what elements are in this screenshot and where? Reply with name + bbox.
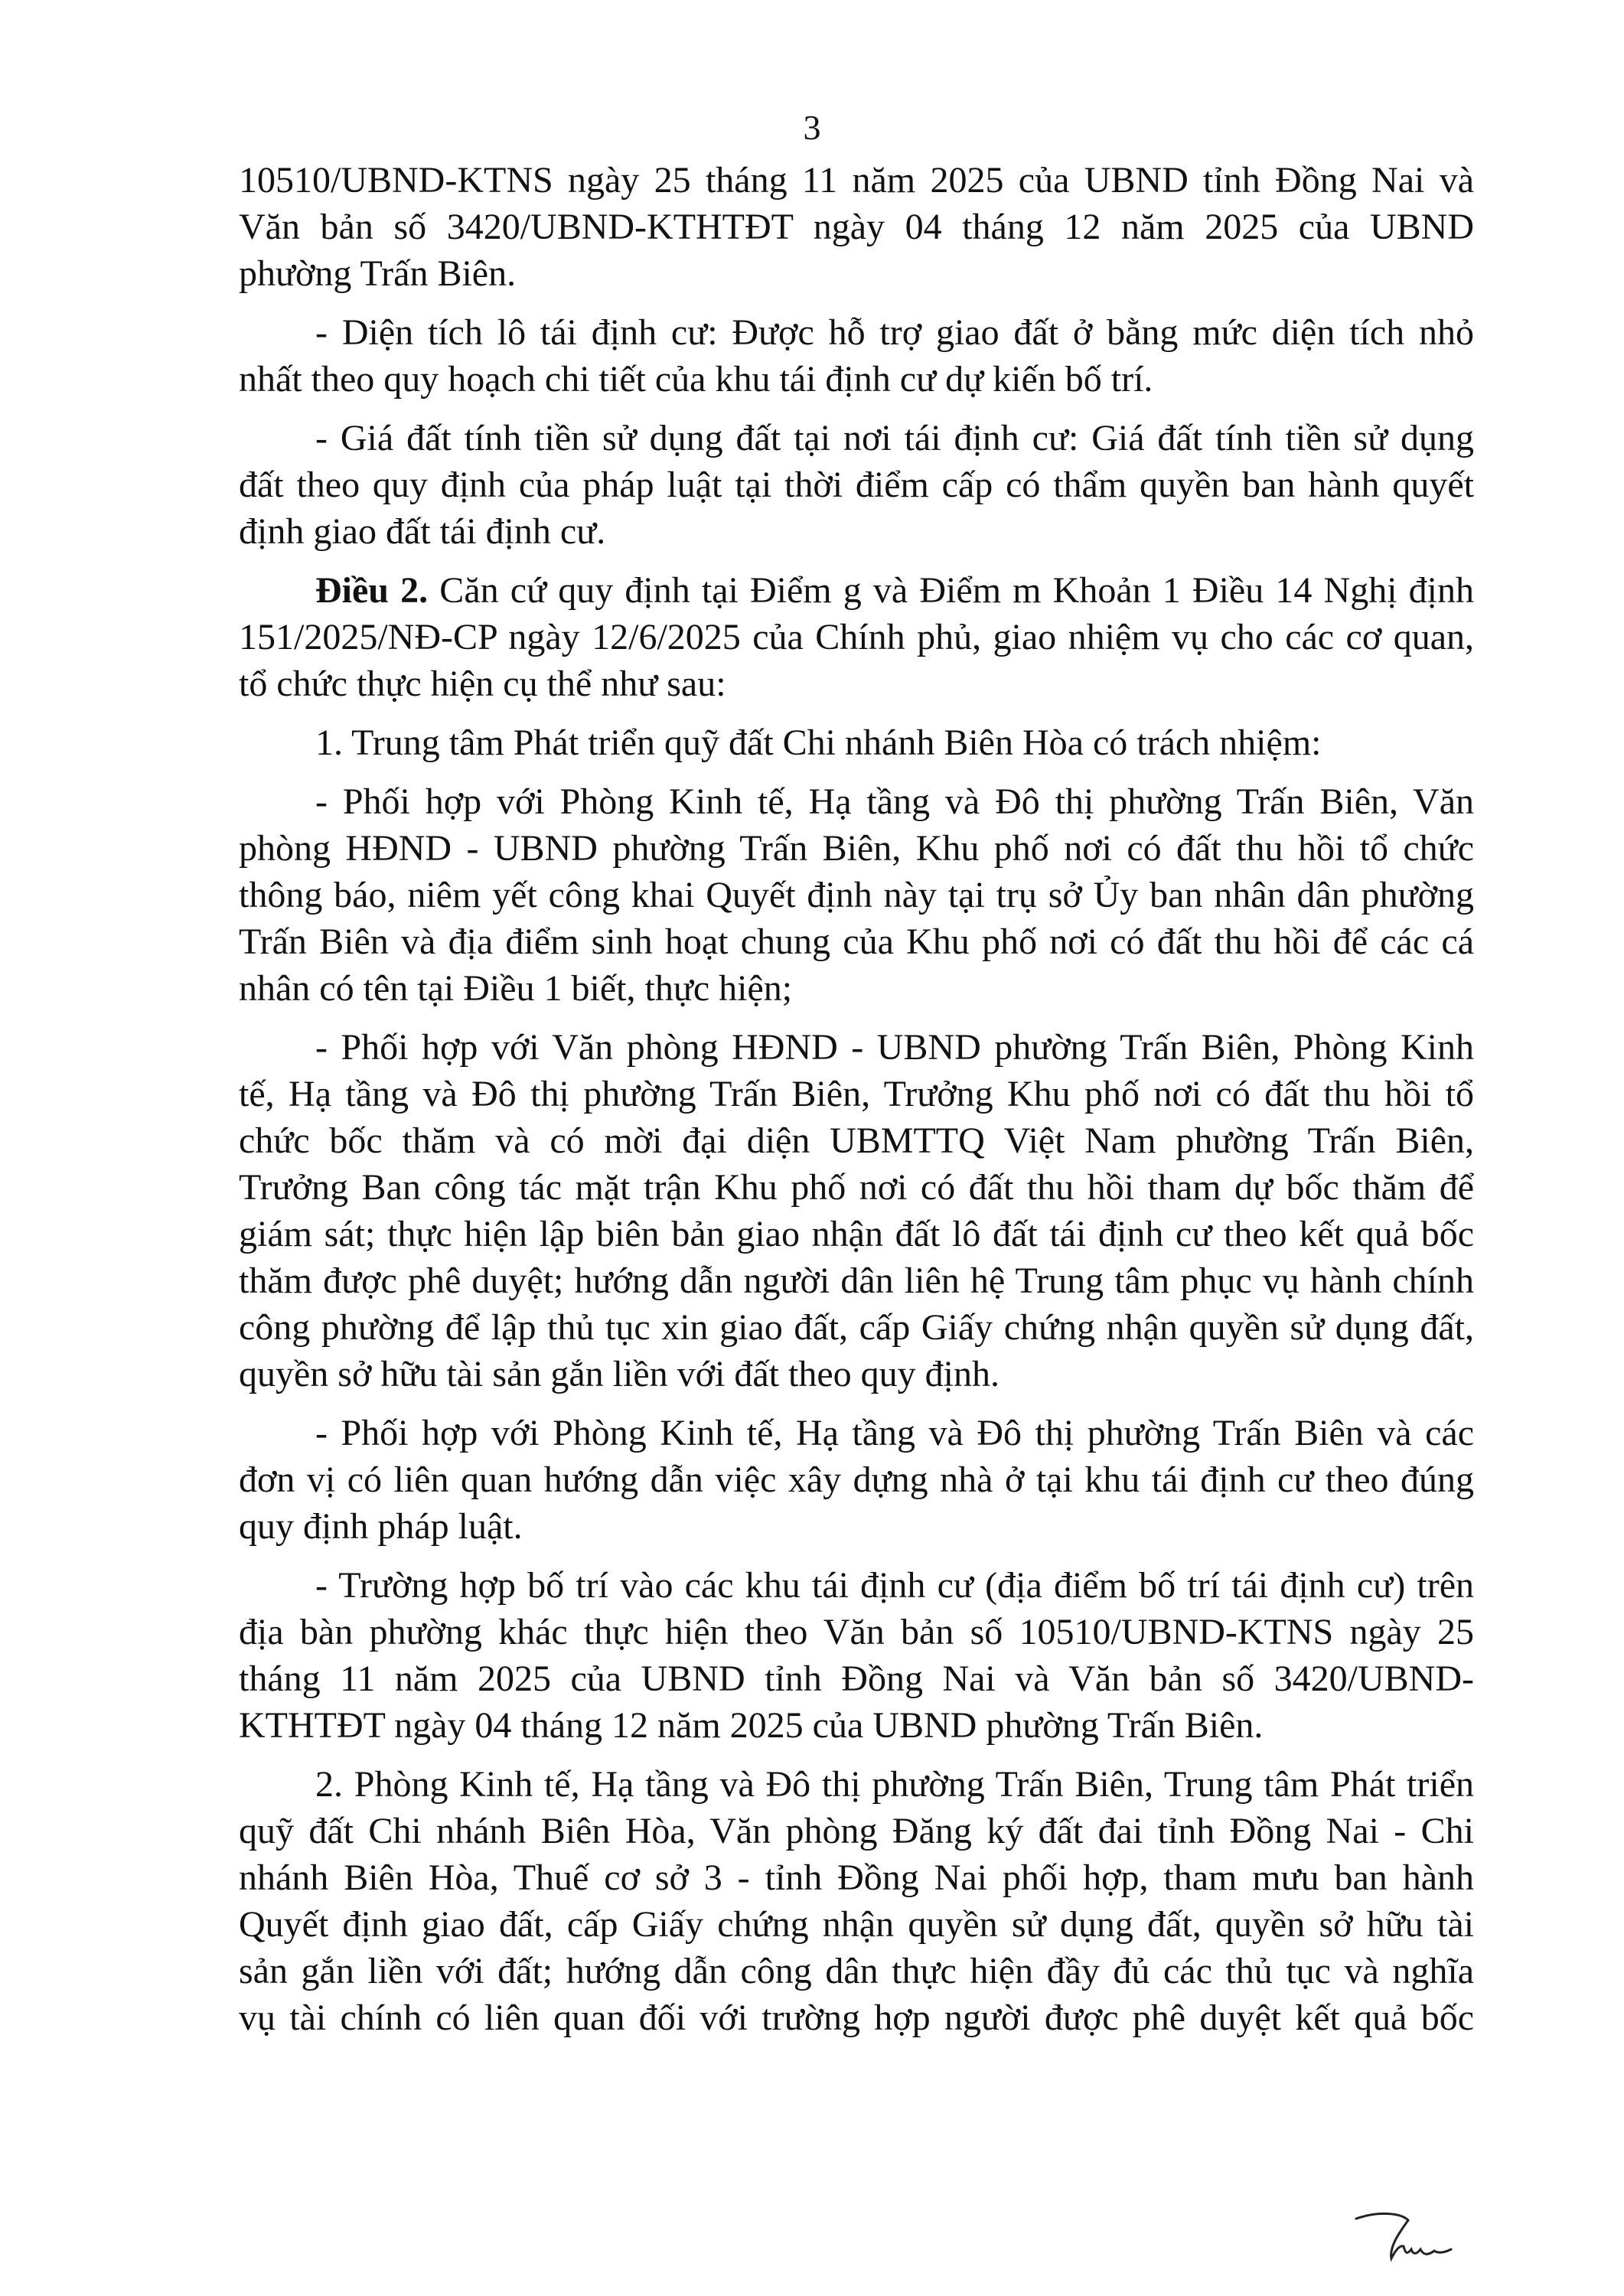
text-line <box>239 1456 1474 1503</box>
text-line <box>239 1257 1474 1304</box>
line-text: sản gắn liền với đất; hướng dẫn công dân thực hiện đầy đủ các thủ tục và nghĩa <box>239 1951 1474 1991</box>
line-text: quy định pháp luật. <box>239 1506 523 1547</box>
text-line <box>239 1761 1474 1808</box>
document-body <box>239 157 1474 2053</box>
text-line <box>239 825 1474 872</box>
text-line <box>239 204 1474 250</box>
line-text: - Diện tích lô tái định cư: Được hỗ trợ giao đất ở bằng mức diện tích nhỏ <box>315 312 1474 353</box>
line-text: tế, Hạ tầng và Đô thị phường Trấn Biên, Trưởng Khu phố nơi có đất thu hồi tổ <box>239 1074 1474 1114</box>
paragraph <box>239 415 1474 555</box>
text-line <box>239 1854 1474 1901</box>
text-line <box>239 872 1474 918</box>
text-line <box>239 1901 1474 1948</box>
text-line <box>239 1164 1474 1211</box>
text-line <box>239 778 1474 825</box>
paragraph <box>239 567 1474 707</box>
line-text: giám sát; thực hiện lập biên bản giao nhận đất lô đất tái định cư theo kết quả bốc <box>239 1214 1474 1254</box>
text-line <box>239 1702 1474 1749</box>
line-text: KTHTĐT ngày 04 tháng 12 năm 2025 của UBND phường Trấn Biên. <box>239 1705 1264 1746</box>
line-text: nhất theo quy hoạch chi tiết của khu tái định cư dự kiến bố trí. <box>239 359 1153 400</box>
text-line <box>239 309 1474 356</box>
article-heading: Điều 2. <box>315 570 429 611</box>
line-text: - Phối hợp với Phòng Kinh tế, Hạ tầng và Đô thị phường Trấn Biên, Văn <box>315 781 1474 822</box>
line-text: chức bốc thăm và có mời đại diện UBMTTQ Việt Nam phường Trấn Biên, <box>239 1120 1474 1161</box>
line-text: vụ tài chính có liên quan đối với trường hợp người được phê duyệt kết quả bốc <box>239 1998 1474 2038</box>
text-line <box>239 965 1474 1012</box>
line-text: tổ chức thực hiện cụ thể như sau: <box>239 664 726 704</box>
line-text: địa bàn phường khác thực hiện theo Văn bản số 10510/UBND-KTNS ngày 25 <box>239 1612 1474 1652</box>
line-text: Căn cứ quy định tại Điểm g và Điểm m Khoản 1 Điều 14 Nghị định <box>428 570 1475 611</box>
line-text: Trưởng Ban công tác mặt trận Khu phố nơi có đất thu hồi tham dự bốc thăm để <box>239 1167 1474 1208</box>
text-line <box>239 157 1474 204</box>
paragraph <box>239 1562 1474 1749</box>
text-line <box>239 1655 1474 1702</box>
line-text: thăm được phê duyệt; hướng dẫn người dân liên hệ Trung tâm phục vụ hành chính <box>239 1261 1474 1301</box>
paragraph <box>239 157 1474 297</box>
paragraph <box>239 309 1474 403</box>
line-text: tháng 11 năm 2025 của UBND tỉnh Đồng Nai và Văn bản số 3420/UBND- <box>239 1658 1474 1699</box>
paragraph <box>239 1761 1474 2041</box>
text-line <box>239 719 1474 766</box>
line-text: 10510/UBND-KTNS ngày 25 tháng 11 năm 2025 của UBND tỉnh Đồng Nai và <box>239 160 1474 201</box>
text-line <box>239 918 1474 965</box>
paragraph <box>239 1410 1474 1550</box>
text-line <box>239 567 1474 614</box>
line-text: nhánh Biên Hòa, Thuế cơ sở 3 - tỉnh Đồng Nai phối hợp, tham mưu ban hành <box>239 1857 1474 1898</box>
line-text: - Giá đất tính tiền sử dụng đất tại nơi tái định cư: Giá đất tính tiền sử dụng <box>315 418 1474 458</box>
text-line <box>239 508 1474 555</box>
line-text: 151/2025/NĐ-CP ngày 12/6/2025 của Chính phủ, giao nhiệm vụ cho các cơ quan, <box>239 617 1474 657</box>
line-text: Quyết định giao đất, cấp Giấy chứng nhận quyền sử dụng đất, quyền sở hữu tài <box>239 1904 1474 1945</box>
text-line <box>239 1304 1474 1351</box>
text-line <box>239 1994 1474 2041</box>
line-text: - Phối hợp với Văn phòng HĐND - UBND phường Trấn Biên, Phòng Kinh <box>315 1027 1474 1068</box>
text-line <box>239 1609 1474 1655</box>
text-line <box>239 1071 1474 1117</box>
line-text: Trấn Biên và địa điểm sinh hoạt chung của Khu phố nơi có đất thu hồi để các cá <box>239 921 1474 962</box>
line-text: nhân có tên tại Điều 1 biết, thực hiện; <box>239 968 793 1009</box>
text-line <box>239 1948 1474 1994</box>
line-text: đơn vị có liên quan hướng dẫn việc xây dựng nhà ở tại khu tái định cư theo đúng <box>239 1459 1474 1500</box>
line-text: đất theo quy định của pháp luật tại thời điểm cấp có thẩm quyền ban hành quyết <box>239 465 1474 505</box>
line-text: phòng HĐND - UBND phường Trấn Biên, Khu phố nơi có đất thu hồi tổ chức <box>239 828 1474 869</box>
text-line <box>239 1117 1474 1164</box>
text-line <box>239 660 1474 707</box>
line-text: thông báo, niêm yết công khai Quyết định này tại trụ sở Ủy ban nhân dân phường <box>239 875 1474 915</box>
line-text: quỹ đất Chi nhánh Biên Hòa, Văn phòng Đăng ký đất đai tỉnh Đồng Nai - Chi <box>239 1811 1474 1851</box>
line-text: định giao đất tái định cư. <box>239 511 606 552</box>
line-text: 2. Phòng Kinh tế, Hạ tầng và Đô thị phường Trấn Biên, Trung tâm Phát triển <box>315 1764 1474 1805</box>
line-text: Văn bản số 3420/UBND-KTHTĐT ngày 04 tháng 12 năm 2025 của UBND <box>239 207 1474 247</box>
line-text: 1. Trung tâm Phát triển quỹ đất Chi nhánh Biên Hòa có trách nhiệm: <box>315 722 1322 763</box>
text-line <box>239 461 1474 508</box>
text-line <box>239 415 1474 461</box>
page-number: 3 <box>803 108 821 147</box>
line-text: - Trường hợp bố trí vào các khu tái định cư (địa điểm bố trí tái định cư) trên <box>315 1565 1474 1606</box>
line-text: quyền sở hữu tài sản gắn liền với đất theo quy định. <box>239 1354 1000 1394</box>
line-text: công phường để lập thủ tục xin giao đất, cấp Giấy chứng nhận quyền sử dụng đất, <box>239 1307 1474 1348</box>
text-line <box>239 614 1474 660</box>
paragraph <box>239 778 1474 1012</box>
text-line <box>239 1024 1474 1071</box>
line-text: - Phối hợp với Phòng Kinh tế, Hạ tầng và Đô thị phường Trấn Biên và các <box>315 1413 1474 1453</box>
text-line <box>239 1562 1474 1609</box>
paragraph <box>239 719 1474 766</box>
text-line <box>239 1808 1474 1854</box>
text-line <box>239 250 1474 297</box>
text-line <box>239 1503 1474 1550</box>
line-text: phường Trấn Biên. <box>239 253 517 294</box>
text-line <box>239 1410 1474 1456</box>
text-line <box>239 356 1474 403</box>
text-line <box>239 1211 1474 1257</box>
initial-signature <box>1355 2208 1454 2269</box>
paragraph <box>239 1024 1474 1397</box>
text-line <box>239 1351 1474 1397</box>
